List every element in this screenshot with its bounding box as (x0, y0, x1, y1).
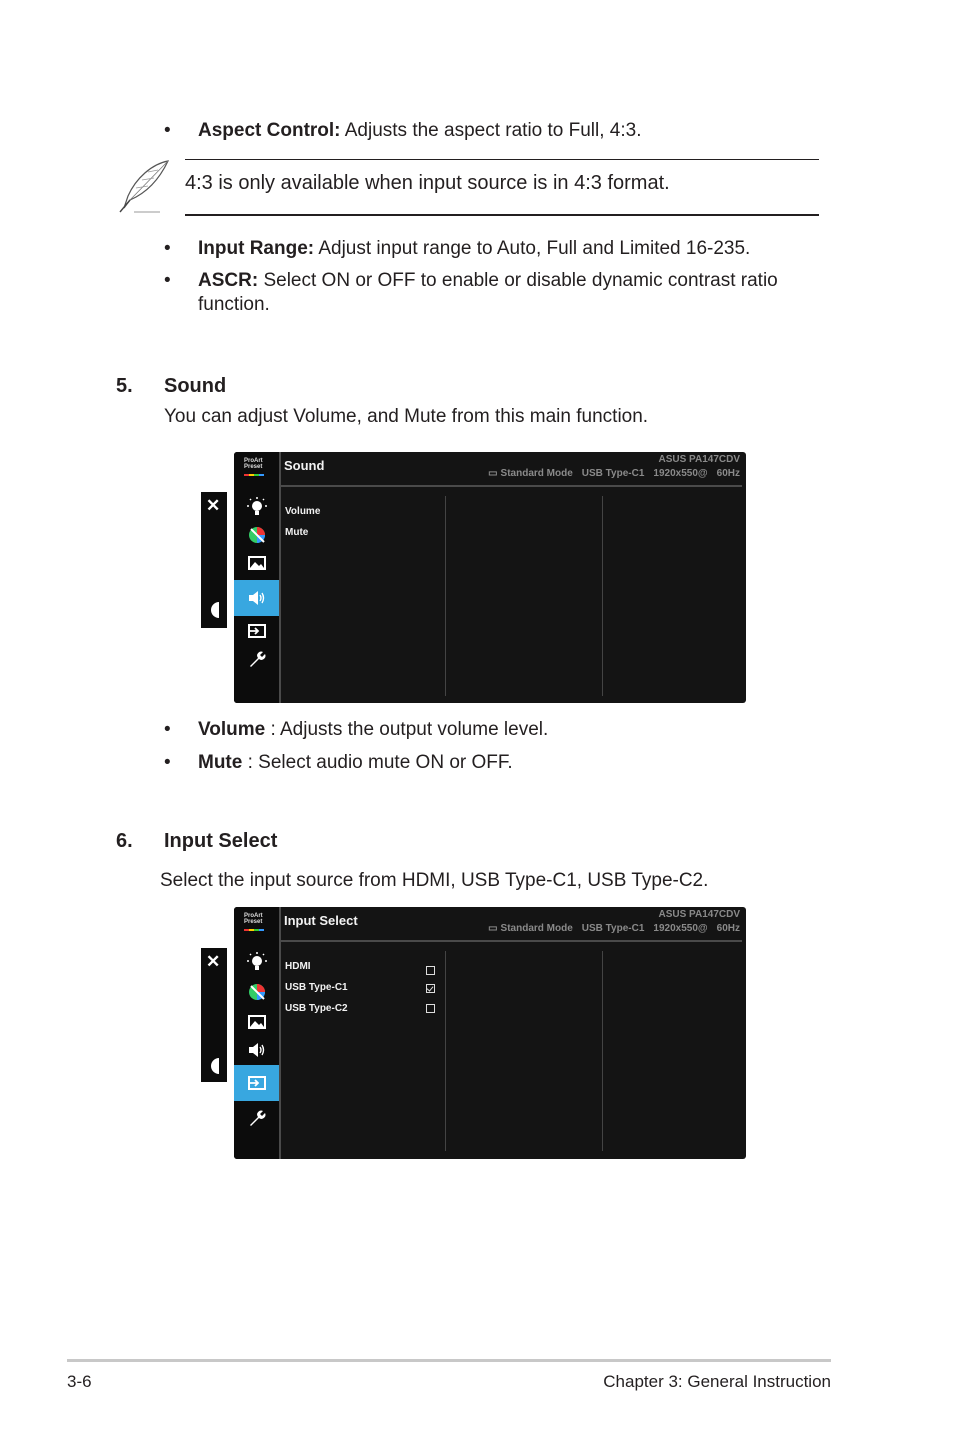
menu-item-volume[interactable]: Volume (285, 506, 321, 517)
section-description: You can adjust Volume, and Mute from this main function. (164, 406, 649, 427)
footer-rule (67, 1359, 831, 1362)
monitor-icon: ▭ (488, 468, 498, 479)
input-select-icon (247, 621, 267, 641)
note-text: 4:3 is only available when input source is in 4:3 format. (185, 172, 670, 194)
osd-title: Sound (284, 458, 325, 473)
wrench-icon (247, 649, 267, 669)
checkbox-usb-type-c1[interactable] (426, 984, 435, 993)
monitor-icon: ▭ (488, 923, 498, 934)
menu-item-mute[interactable]: Mute (285, 527, 309, 538)
section-number: 6. (116, 830, 133, 852)
osd-side-panel (201, 492, 227, 628)
osd-title: Input Select (284, 913, 358, 928)
desc: Adjust input range to Auto, Full and Limited 16-235. (314, 238, 751, 259)
tab-sound[interactable] (234, 1035, 279, 1063)
term: ASCR: (198, 270, 259, 291)
tab-splendid[interactable] (234, 492, 279, 520)
tab-color[interactable] (234, 977, 279, 1005)
tab-image[interactable] (234, 548, 279, 576)
color-palette-icon (247, 982, 267, 1002)
desc: Adjusts the aspect ratio to Full, 4:3. (340, 120, 642, 141)
osd-sound (234, 452, 746, 703)
note-top-rule (185, 159, 819, 160)
tab-input-select[interactable] (234, 1065, 279, 1101)
speaker-icon (247, 588, 267, 608)
tab-system-setup[interactable] (234, 1103, 279, 1131)
section-number: 5. (116, 375, 133, 397)
tab-splendid[interactable] (234, 947, 279, 975)
checkbox-usb-type-c2[interactable] (426, 1004, 435, 1013)
tab-image[interactable] (234, 1007, 279, 1035)
proart-logo: ProArt Preset (244, 458, 263, 470)
desc: : Select audio mute ON or OFF. (242, 752, 513, 773)
input-select-icon (247, 1073, 267, 1093)
osd-model: ASUS PA147CDV (658, 909, 740, 920)
close-icon[interactable]: ✕ (206, 952, 221, 971)
section-title: Sound (164, 375, 227, 397)
tab-input-select[interactable] (234, 616, 279, 644)
proart-logo: ProArt Preset (244, 913, 263, 925)
menu-item-hdmi[interactable]: HDMI (285, 961, 311, 972)
feather-pen-icon (114, 158, 172, 216)
image-icon (247, 553, 267, 573)
joystick-icon (209, 1058, 219, 1074)
lightbulb-icon (247, 952, 267, 972)
checkbox-hdmi[interactable] (426, 966, 435, 975)
tab-color[interactable] (234, 520, 279, 548)
section-title: Input Select (164, 830, 278, 852)
wrench-icon (247, 1108, 267, 1128)
color-palette-icon (247, 525, 267, 545)
image-icon (247, 1012, 267, 1032)
section-description: Select the input source from HDMI, USB Type-C1, USB Type-C2. (160, 870, 709, 891)
page-number: 3-6 (67, 1372, 92, 1391)
term: Mute (198, 752, 243, 773)
chapter-title: Chapter 3: General Instruction (603, 1372, 831, 1391)
ascr-continuation: function. (198, 294, 270, 315)
osd-input-select (234, 907, 746, 1159)
osd-side-panel (201, 948, 227, 1082)
speaker-icon (247, 1040, 267, 1060)
desc: Select ON or OFF to enable or disable dynamic contrast ratio (258, 270, 778, 291)
lightbulb-icon (247, 497, 267, 517)
term: Aspect Control: (198, 120, 341, 141)
osd-model: ASUS PA147CDV (658, 454, 740, 465)
osd-status: ▭ Standard Mode USB Type-C1 1920x550@ 60Hz (488, 923, 740, 934)
menu-item-usb-type-c2[interactable]: USB Type-C2 (285, 1003, 348, 1014)
desc: : Adjusts the output volume level. (265, 719, 549, 740)
term: Input Range: (198, 238, 315, 259)
osd-status: ▭ Standard Mode USB Type-C1 1920x550@ 60Hz (488, 468, 740, 479)
menu-item-usb-type-c1[interactable]: USB Type-C1 (285, 982, 348, 993)
tab-system-setup[interactable] (234, 644, 279, 672)
tab-sound[interactable] (234, 580, 279, 616)
term: Volume (198, 719, 266, 740)
close-icon[interactable]: ✕ (206, 496, 221, 515)
note-bottom-rule (185, 214, 819, 216)
joystick-icon (209, 602, 219, 618)
